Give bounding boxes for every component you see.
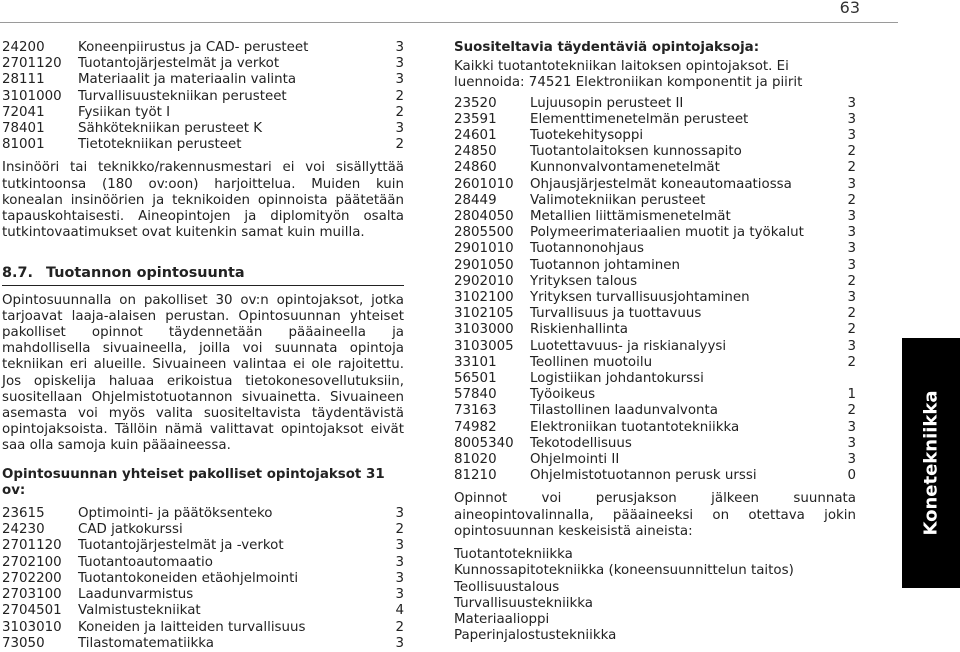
course-row xyxy=(454,436,856,452)
course-credits: 2 xyxy=(395,522,404,538)
course-credits: 3 xyxy=(847,209,856,225)
course-row xyxy=(454,290,856,306)
course-name: Turvallisuustekniikan perusteet xyxy=(78,88,287,104)
course-row xyxy=(2,137,404,153)
course-credits: 2 xyxy=(395,137,404,153)
course-code: 24601 xyxy=(454,128,497,144)
course-name: Yrityksen turvallisuusjohtaminen xyxy=(530,290,750,306)
course-credits: 3 xyxy=(395,40,404,55)
course-code: 81001 xyxy=(2,137,45,153)
course-code: 8005340 xyxy=(454,435,514,451)
course-name: Tuotantoautomaatio xyxy=(78,554,213,570)
course-name: Ohjelmointi II xyxy=(530,452,620,468)
course-code: 73163 xyxy=(454,403,497,419)
subject-item: Turvallisuustekniikka xyxy=(454,595,594,611)
section-heading xyxy=(2,265,404,285)
course-code: 2702200 xyxy=(2,570,62,586)
course-code: 2701120 xyxy=(2,56,62,72)
course-name: Ohjelmistotuotannon perusk urssi xyxy=(530,468,757,484)
course-code: 81020 xyxy=(454,452,497,468)
course-row xyxy=(454,209,856,225)
course-credits: 2 xyxy=(847,322,856,338)
course-row xyxy=(2,89,404,105)
course-name: Valmistustekniikat xyxy=(78,603,201,619)
course-credits: 2 xyxy=(395,88,404,104)
course-row xyxy=(2,538,404,554)
course-code: 2703100 xyxy=(2,587,62,603)
course-code: 3102100 xyxy=(454,290,514,306)
course-name: Materiaalit ja materiaalin valinta xyxy=(78,72,297,88)
intro-part-b: Opintosuunnan yhteiset pakolliset opinnot täydennetään pääaineella ja mahdollisella sivuaineella, joilla voi suunnata opintoja tekniikan eri alueille. Sivuaineen valintaa ei ole rajoitettu. Jos opiskelija haluaa erikoistua tietokonesovellutuksiin, suositellaan Ohjelmistotuotannon sivuainetta. Sivuaineen asemasta voi myös valita suositeltavista täydentävistä opintojaksoista. Tällöin nämä valittavat opintojaksot eivät saa olla samoja kuin pääaineessa. xyxy=(2,308,404,454)
course-name: Tuotantolaitoksen kunnossapito xyxy=(530,144,742,160)
course-code: 2805500 xyxy=(454,225,514,241)
course-credits: 3 xyxy=(395,635,404,651)
header-rule xyxy=(0,22,898,23)
course-name: Työoikeus xyxy=(530,387,596,403)
course-row xyxy=(2,603,404,619)
course-row xyxy=(454,96,856,112)
course-row xyxy=(2,636,404,652)
course-credits: 3 xyxy=(395,72,404,88)
course-code: 3103010 xyxy=(2,619,62,635)
course-credits: 3 xyxy=(847,111,856,127)
course-code: 3102105 xyxy=(454,306,514,322)
course-credits: 3 xyxy=(395,554,404,570)
course-row xyxy=(454,306,856,322)
course-code: 2704501 xyxy=(2,603,62,619)
course-credits: 2 xyxy=(395,619,404,635)
left-top-course-list xyxy=(2,40,404,153)
course-row xyxy=(454,258,856,274)
course-credits: 3 xyxy=(847,128,856,144)
intro-part-a: Opintosuunnalla on pakolliset 30 ov:n opintojaksot, jotka tarjoavat laaja-alaisen perustan. xyxy=(2,292,404,324)
course-credits: 2 xyxy=(847,160,856,176)
course-name: Elektroniikan tuotantotekniikka xyxy=(530,419,740,435)
course-name: CAD jatkokurssi xyxy=(78,522,183,538)
course-row xyxy=(2,522,404,538)
course-name: Lujuusopin perusteet II xyxy=(530,95,684,111)
course-code: 23591 xyxy=(454,111,497,127)
course-row xyxy=(2,620,404,636)
subject-list xyxy=(454,547,856,644)
course-code: 28111 xyxy=(2,72,45,88)
subject-paragraph: Opinnot voi perusjakson jälkeen suunnata aineopintovalinnalla, pääaineeksi on otettava jokin opintosuunnan keskeisistä aineista: xyxy=(454,491,856,539)
course-code: 2804050 xyxy=(454,209,514,225)
course-name: Yrityksen talous xyxy=(530,273,638,289)
course-row xyxy=(454,322,856,338)
course-code: 24850 xyxy=(454,144,497,160)
course-credits: 3 xyxy=(395,538,404,554)
subject-item: Materiaalioppi xyxy=(454,611,550,627)
course-name: Tuotannon johtaminen xyxy=(530,257,681,273)
course-name: Tilastomatematiikka xyxy=(78,635,214,651)
course-code: 73050 xyxy=(2,635,45,651)
course-credits: 3 xyxy=(847,435,856,451)
subject-item: Kunnossapitotekniikka (koneensuunnittelun taitos) xyxy=(454,563,794,579)
course-credits: 3 xyxy=(847,452,856,468)
course-credits: 2 xyxy=(847,144,856,160)
course-name: Tuotantojärjestelmät ja verkot xyxy=(78,56,280,72)
course-row xyxy=(454,193,856,209)
course-credits: 3 xyxy=(395,121,404,137)
course-credits: 0 xyxy=(847,468,856,484)
course-name: Luotettavuus- ja riskianalyysi xyxy=(530,338,727,354)
mandatory-heading: Opintosuunnan yhteiset pakolliset opintojaksot 31 ov: xyxy=(2,466,385,498)
section-title: Tuotannon opintosuunta xyxy=(46,265,245,282)
course-code: 28449 xyxy=(454,192,497,208)
course-code: 24200 xyxy=(2,40,45,55)
side-tab xyxy=(902,338,960,588)
course-code: 33101 xyxy=(454,354,497,370)
course-code: 3103005 xyxy=(454,338,514,354)
course-name: Metallien liittämismenetelmät xyxy=(530,209,731,225)
course-credits: 4 xyxy=(395,603,404,619)
course-row xyxy=(454,452,856,468)
course-row xyxy=(454,160,856,176)
course-row xyxy=(454,387,856,403)
course-credits: 3 xyxy=(847,225,856,241)
course-row xyxy=(2,555,404,571)
course-name: Laadunvarmistus xyxy=(78,587,194,603)
course-row xyxy=(2,56,404,72)
course-row xyxy=(454,112,856,128)
subject-item: Teollisuustalous xyxy=(454,579,560,595)
course-name: Elementtimenetelmän perusteet xyxy=(530,111,749,127)
course-row xyxy=(454,468,856,484)
course-row xyxy=(2,587,404,603)
left-column xyxy=(2,40,404,652)
course-name: Tietotekniikan perusteet xyxy=(78,137,242,153)
course-code: 2901010 xyxy=(454,241,514,257)
course-code: 23520 xyxy=(454,95,497,111)
course-code: 2702100 xyxy=(2,554,62,570)
course-row xyxy=(454,225,856,241)
course-credits: 3 xyxy=(847,290,856,306)
course-credits: 2 xyxy=(847,403,856,419)
course-row xyxy=(454,420,856,436)
course-row xyxy=(454,403,856,419)
course-name: Polymeerimateriaalien muotit ja työkalut xyxy=(530,225,804,241)
course-credits: 3 xyxy=(395,506,404,522)
course-row xyxy=(454,241,856,257)
course-credits: 3 xyxy=(395,56,404,72)
course-code: 81210 xyxy=(454,468,497,484)
course-name: Tilastollinen laadunvalvonta xyxy=(530,403,718,419)
course-row xyxy=(454,177,856,193)
course-name: Koneenpiirustus ja CAD- perusteet xyxy=(78,40,309,55)
course-name: Valimotekniikan perusteet xyxy=(530,192,706,208)
course-name: Tuotantojärjestelmät ja -verkot xyxy=(78,538,284,554)
subject-item: Paperinjalostustekniikka xyxy=(454,628,617,644)
course-credits: 2 xyxy=(847,306,856,322)
course-credits: 2 xyxy=(847,273,856,289)
course-name: Tekotodellisuus xyxy=(530,435,632,451)
course-name: Teollinen muotoilu xyxy=(530,354,653,370)
course-credits: 3 xyxy=(847,95,856,111)
mandatory-course-list xyxy=(2,506,404,652)
course-credits: 3 xyxy=(847,176,856,192)
course-code: 74982 xyxy=(454,419,497,435)
right-column xyxy=(454,40,856,644)
subject-item: Tuotantotekniikka xyxy=(454,547,573,563)
course-code: 2601010 xyxy=(454,176,514,192)
course-row xyxy=(2,72,404,88)
course-code: 56501 xyxy=(454,371,497,387)
course-row xyxy=(454,339,856,355)
course-name: Kunnonvalvontamenetelmät xyxy=(530,160,720,176)
recommended-heading: Suositeltavia täydentäviä opintojaksoja: xyxy=(454,40,760,55)
course-row xyxy=(454,128,856,144)
page-number: 63 xyxy=(839,0,860,17)
recommended-course-list xyxy=(454,96,856,485)
course-row xyxy=(2,571,404,587)
course-code: 2902010 xyxy=(454,273,514,289)
course-name: Sähkötekniikan perusteet K xyxy=(78,121,263,137)
course-credits: 3 xyxy=(395,570,404,586)
course-row xyxy=(2,40,404,56)
course-name: Tuotekehitysoppi xyxy=(530,128,644,144)
course-name: Tuotantokoneiden etäohjelmointi xyxy=(78,570,299,586)
course-code: 72041 xyxy=(2,104,45,120)
course-code: 2901050 xyxy=(454,257,514,273)
course-row xyxy=(454,144,856,160)
course-name: Turvallisuus ja tuottavuus xyxy=(530,306,702,322)
side-tab-label: Konetekniikka xyxy=(920,390,942,536)
course-credits: 2 xyxy=(395,104,404,120)
course-row xyxy=(2,105,404,121)
course-code: 78401 xyxy=(2,121,45,137)
course-name: Fysiikan työt I xyxy=(78,104,171,120)
course-row xyxy=(454,274,856,290)
course-code: 2701120 xyxy=(2,538,62,554)
course-row xyxy=(454,371,856,387)
course-code: 24860 xyxy=(454,160,497,176)
course-credits: 3 xyxy=(847,338,856,354)
course-name: Tuotannonohjaus xyxy=(530,241,645,257)
qualification-paragraph: Insinööri tai teknikko/rakennusmestari ei voi sisällyttää tutkintoonsa (180 ov:oon) harjoittelua. Muiden kuin konealan insinöörien ja teknikoiden opinnoista päätetään tapauskohtaisesti. Aineopintojen ja diplomityön osalta tutkintovaatimukset ovat kuitenkin samat kuin muilla. xyxy=(2,160,404,241)
course-credits: 3 xyxy=(847,419,856,435)
course-name: Koneiden ja laitteiden turvallisuus xyxy=(78,619,306,635)
course-credits: 1 xyxy=(847,387,856,403)
course-credits: 2 xyxy=(847,354,856,370)
course-credits: 2 xyxy=(847,192,856,208)
course-credits: 3 xyxy=(847,241,856,257)
course-name: Riskienhallinta xyxy=(530,322,628,338)
course-row xyxy=(454,355,856,371)
course-code: 3101000 xyxy=(2,88,62,104)
course-code: 3103000 xyxy=(454,322,514,338)
course-name: Logistiikan johdantokurssi xyxy=(530,371,704,387)
course-code: 24230 xyxy=(2,522,45,538)
course-name: Optimointi- ja päätöksenteko xyxy=(78,506,273,522)
course-row xyxy=(2,506,404,522)
section-number: 8.7. xyxy=(2,265,33,282)
course-code: 57840 xyxy=(454,387,497,403)
course-name: Ohjausjärjestelmät koneautomaatiossa xyxy=(530,176,792,192)
intro-paragraph xyxy=(2,293,404,455)
course-credits: 3 xyxy=(395,587,404,603)
course-credits: 3 xyxy=(847,257,856,273)
course-code: 23615 xyxy=(2,506,45,522)
course-row xyxy=(2,121,404,137)
recommended-intro: Kaikki tuotantotekniikan laitoksen opintojaksot. Ei luennoida: 74521 Elektroniikan komponentit ja piirit xyxy=(454,59,803,91)
